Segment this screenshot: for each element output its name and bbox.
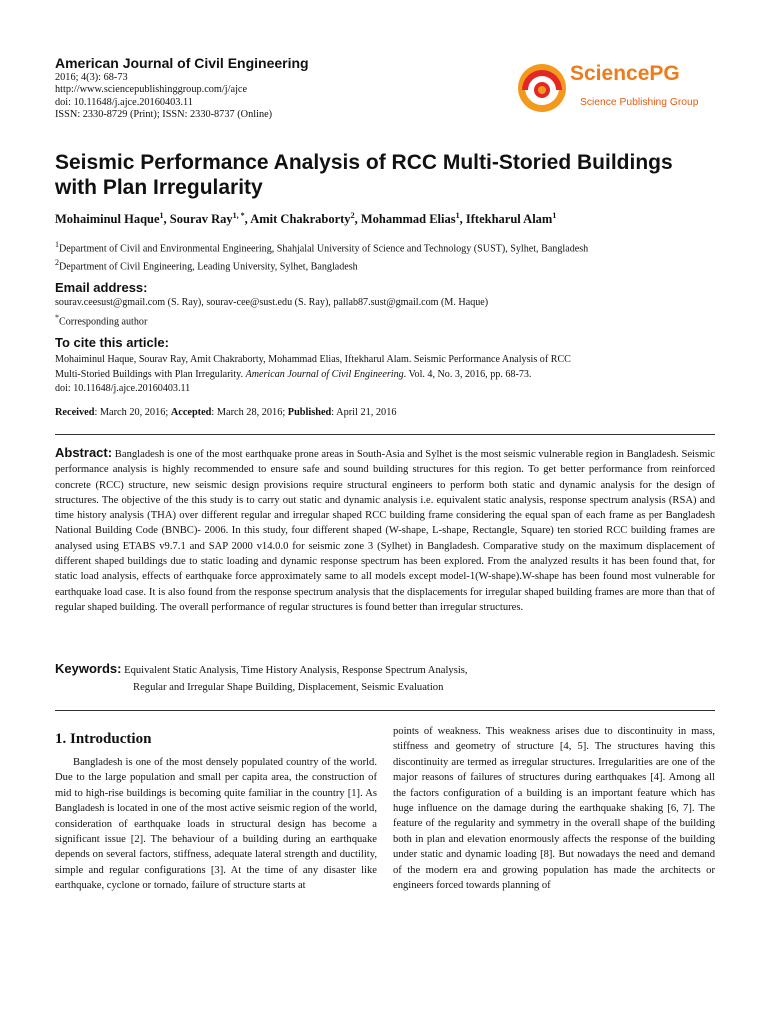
author-sep: , bbox=[244, 212, 251, 227]
divider bbox=[55, 434, 715, 435]
author-name: Mohammad Elias bbox=[360, 212, 456, 227]
cite-line-1: Mohaiminul Haque, Sourav Ray, Amit Chakraborty, Mohammad Elias, Iftekharul Alam. Seismic Performance Analysis of RCC bbox=[55, 354, 571, 365]
author-name: Iftekharul Alam bbox=[465, 212, 553, 227]
received-label: Received bbox=[55, 407, 95, 418]
author-sup: 1 bbox=[455, 211, 460, 220]
author-sep: , bbox=[354, 212, 361, 227]
received-date: : March 20, 2016; bbox=[94, 407, 171, 418]
issn: ISSN: 2330-8729 (Print); ISSN: 2330-8737 (Online) bbox=[55, 109, 273, 121]
published-date: : April 21, 2016 bbox=[331, 407, 397, 418]
author-name: Sourav Ray bbox=[169, 212, 233, 227]
corresponding-text: Corresponding author bbox=[59, 316, 148, 328]
article-dates bbox=[55, 407, 397, 418]
abstract-text: Bangladesh is one of the most earthquake prone areas in South-Asia and Sylhet is the most seismic vulnerable region in Bangladesh. Seismic performance analysis is highly recommended to ensure safe and sound building structures for this region. To get better performance from reinforced concrete (RCC) structure, new seismic design provisions require structural engineers to perform both static and dynamic analysis for the design of structures. The objective of the this study is to carry out static and dynamic analysis i.e. equivalent static analysis, response spectrum analysis (RSA) and time history analysis (THA) over different regular and irregular shaped RCC building frame considering the equal span of each frame as per Bangladesh National Building Code (BNBC)- 2006. In this study, four different shaped (W-shape, L-shape, Rectangle, Square) ten storied RCC building frames are analysed using ETABS v9.7.1 and SAP 2000 v14.0.0 for seismic zone 3 (Sylhet) in Bangladesh. Comparative study on the maximum displacement of different shaped buildings due to static loading and dynamic response spectrum has been explored. From the analyzed results it has been found that, for static load analysis, effects of earthquake force approximately same to all models except model-1(W-shape).W-shape has been found most vulnerable for earthquake load case. It is also found from the response spectrum analysis that the displacements for irregular shaped building frames are more than that of regular shaped building. The overall performance of regular structures is found better than irregular structures. bbox=[55, 449, 715, 613]
affiliation-num: 1 bbox=[55, 240, 59, 249]
author-sup: 1 bbox=[552, 211, 557, 220]
author-sup: 2 bbox=[350, 211, 355, 220]
paper-title: Seismic Performance Analysis of RCC Multi-Storied Buildings with Plan Irregularity bbox=[55, 151, 673, 199]
author-sup: 1 bbox=[159, 211, 164, 220]
keywords bbox=[55, 660, 468, 696]
keywords-line-1 bbox=[55, 660, 468, 679]
author-name: Amit Chakraborty bbox=[250, 212, 351, 227]
cite-line-2 bbox=[55, 368, 571, 383]
published-label: Published bbox=[287, 407, 332, 418]
author-sep: , bbox=[459, 212, 466, 227]
cite-text: Multi-Storied Buildings with Plan Irregularity. bbox=[55, 368, 246, 380]
corresponding-note bbox=[55, 313, 147, 327]
volume-info: 2016; 4(3): 68-73 bbox=[55, 72, 128, 83]
section-heading-introduction: 1. Introduction bbox=[55, 731, 152, 747]
corresponding-mark: * bbox=[55, 313, 59, 322]
keywords-label: Keywords: bbox=[55, 661, 122, 676]
citation bbox=[55, 353, 571, 397]
email-heading: Email address: bbox=[55, 280, 148, 295]
email-line[interactable]: sourav.ceesust@gmail.com (S. Ray), sourav-cee@sust.edu (S. Ray), pallab87.sust@gmail.com (M. Haque) bbox=[55, 297, 489, 308]
logo-name: SciencePG bbox=[570, 62, 680, 85]
header-doi: doi: 10.11648/j.ajce.20160403.11 bbox=[55, 96, 193, 108]
intro-left-column: Bangladesh is one of the most densely populated country of the world. Due to the large population and small per capita area, the construction of mid to high-rise buildings is becoming quite familiar in the country [1]. As Bangladesh is located in one of the most active seismic region of the world, consideration of earthquake loads in structural design has become a significant issue [2]. The behaviour of a building during an earthquake depends on several factors, stiffness, adequate lateral strength and ductility, simple and regular configurations [3]. At the time of any disaster like earthquake, cyclone or tornado, failure of structure starts at bbox=[55, 757, 377, 892]
affiliation-num: 2 bbox=[55, 258, 59, 267]
journal-title: American Journal of Civil Engineering bbox=[55, 55, 309, 71]
cite-text: . Vol. 4, No. 3, 2016, pp. 68-73. bbox=[403, 368, 532, 380]
cite-journal: American Journal of Civil Engineering bbox=[245, 368, 404, 380]
accepted-label: Accepted bbox=[170, 407, 212, 418]
author-sep: , bbox=[163, 212, 170, 227]
logo-subtitle: Science Publishing Group bbox=[580, 97, 699, 108]
abstract-label: Abstract: bbox=[55, 445, 113, 460]
journal-url[interactable]: http://www.sciencepublishinggroup.com/j/ajce bbox=[55, 84, 248, 96]
cite-heading: To cite this article: bbox=[55, 335, 169, 350]
author-list bbox=[55, 211, 556, 227]
keywords-line-2: Regular and Irregular Shape Building, Displacement, Seismic Evaluation bbox=[133, 682, 444, 693]
affiliation-2 bbox=[55, 258, 358, 272]
affiliation-text: Department of Civil and Environmental Engineering, Shahjalal University of Science and Technology (SUST), Sylhet, Bangladesh bbox=[59, 243, 589, 255]
intro-right-column: points of weakness. This weakness arises due to discontinuity in mass, stiffness and geometry of structure [4, 5]. The structures having this discontinuity are termed as irregular structures. Irregularities are one of the major reasons of failures of structures during earthquakes [4]. Among all the factors configuration of a building is an important feature which has huge influence on the damage during the earthquake shaking [6, 7]. The feature of the regularity and symmetry in the overall shape of the building both in plan and elevation enormously affects the response of the building under static and dynamic loading [8]. But nowadays the need and demand of the modern era and growing population has made the architects or engineers forced towards planning of bbox=[393, 726, 715, 892]
author-name: Mohaiminul Haque bbox=[55, 212, 160, 227]
affiliation-1 bbox=[55, 240, 588, 254]
cite-doi: doi: 10.11648/j.ajce.20160403.11 bbox=[55, 383, 191, 394]
author-sup: 1, * bbox=[232, 211, 245, 220]
journal-meta bbox=[55, 72, 272, 122]
divider bbox=[55, 710, 715, 711]
accepted-date: : March 28, 2016; bbox=[211, 407, 288, 418]
abstract bbox=[55, 445, 715, 615]
keywords-text: Equivalent Static Analysis, Time History Analysis, Response Spectrum Analysis, bbox=[121, 665, 468, 676]
affiliation-text: Department of Civil Engineering, Leading University, Sylhet, Bangladesh bbox=[59, 261, 358, 273]
